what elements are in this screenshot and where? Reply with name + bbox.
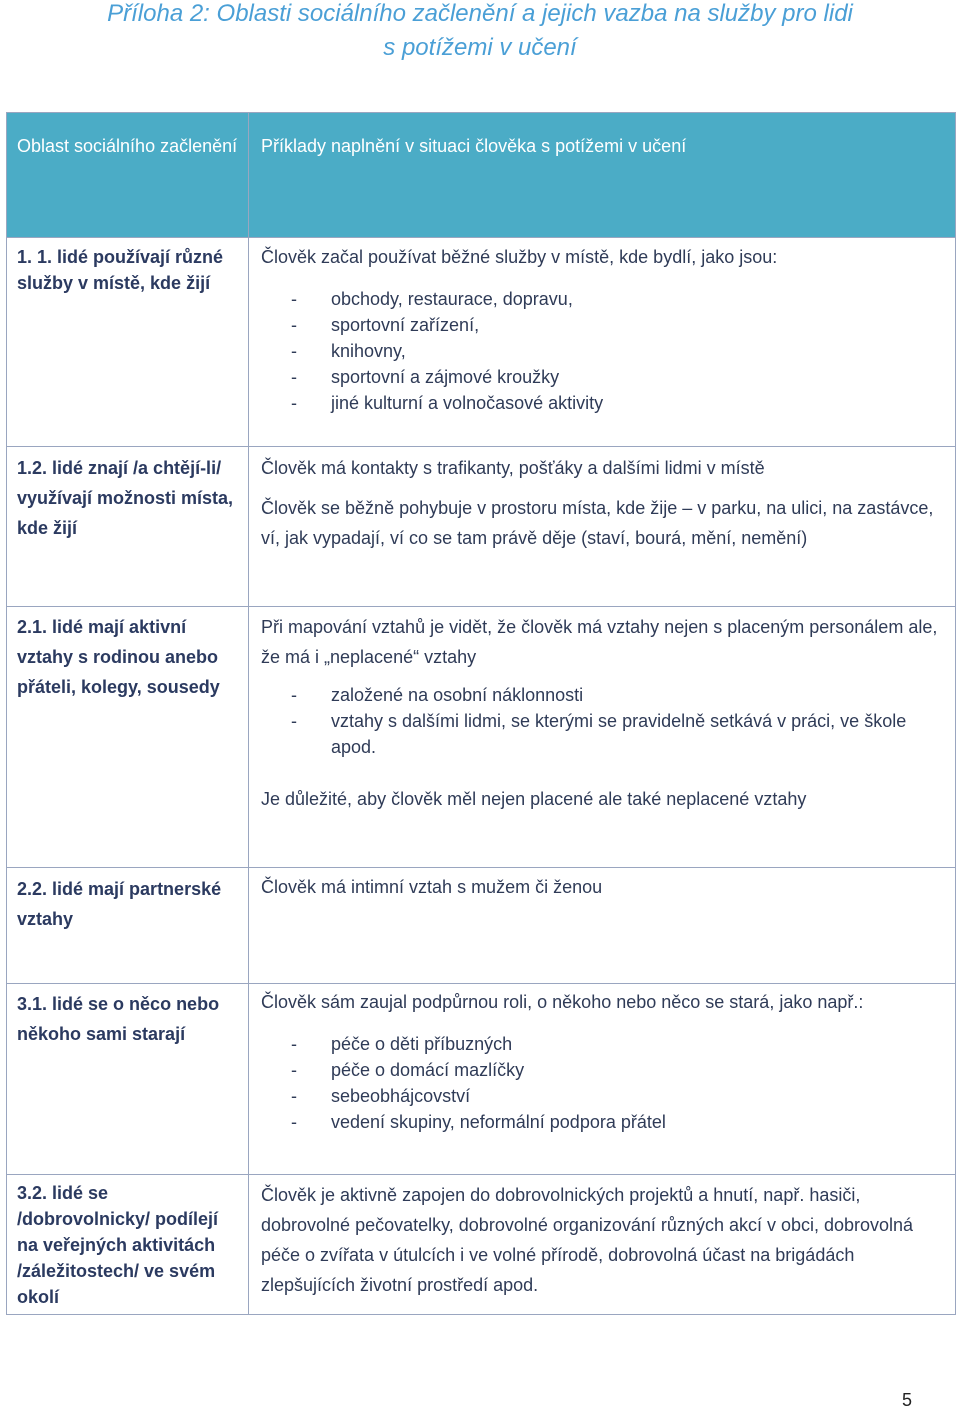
row-paragraph: Člověk má intimní vztah s mužem či ženou (261, 877, 603, 897)
list-item: - péče o děti příbuzných (261, 1031, 945, 1057)
list-item: - vedení skupiny, neformální podpora přátel (261, 1109, 945, 1135)
row-area-label: 1. 1. lidé používají různé služby v místě, kde žijí (17, 247, 224, 293)
row-list (261, 682, 945, 760)
row-area-label: 2.2. lidé mají partnerské vztahy (17, 879, 222, 929)
row-area-label: 3.1. lidé se o něco nebo někoho sami starají (17, 994, 220, 1044)
list-item: - obchody, restaurace, dopravu, (261, 286, 945, 312)
list-item: - sportovní a zájmové kroužky (261, 364, 945, 390)
list-item: - péče o domácí mazlíčky (261, 1057, 945, 1083)
title-line-2: s potížemi v učení (383, 34, 577, 61)
row-area-label: 1.2. lidé znají /a chtějí-li/ využívají možnosti místa, kde žijí (17, 458, 234, 538)
table-row (7, 1175, 956, 1315)
row-paragraph: Člověk je aktivně zapojen do dobrovolnických projektů a hnutí, např. hasiči, dobrovolné pečovatelky, dobrovolné organizování různých akcí v obci, dobrovolná péče o zvířata v útulcích i ve volné přírodě, dobrovolná účast na brigádách zlepšujících životní prostředí apod. (261, 1185, 914, 1295)
row-intro: Při mapování vztahů je vidět, že člověk má vztahy nejen s placeným personálem ale, že má i „neplacené“ vztahy (261, 617, 938, 667)
table-row (7, 447, 956, 607)
row-area-label: 2.1. lidé mají aktivní vztahy s rodinou anebo přáteli, kolegy, sousedy (17, 617, 220, 697)
table-row (7, 868, 956, 984)
header-area: Oblast sociálního začlenění (17, 136, 238, 156)
inclusion-areas-table (6, 112, 956, 1315)
row-list (261, 286, 945, 416)
list-item: - jiné kulturní a volnočasové aktivity (261, 390, 945, 416)
row-area-label: 3.2. lidé se /dobrovolnicky/ podílejí na veřejných aktivitách /záležitostech/ ve svém okolí (17, 1183, 219, 1307)
row-paragraph: Člověk má kontakty s trafikanty, pošťáky a dalšími lidmi v místě (261, 458, 765, 478)
row-list (261, 1031, 945, 1135)
list-item: - vztahy s dalšími lidmi, se kterými se pravidelně setkává v práci, ve škole apod. (261, 708, 945, 760)
table-row (7, 984, 956, 1175)
row-intro: Člověk sám zaujal podpůrnou roli, o někoho nebo něco se stará, jako např.: (261, 992, 864, 1012)
table-row (7, 238, 956, 447)
table-header-row (7, 113, 956, 238)
list-item: - knihovny, (261, 338, 945, 364)
list-item: - sportovní zařízení, (261, 312, 945, 338)
row-intro: Člověk začal používat běžné služby v místě, kde bydlí, jako jsou: (261, 247, 778, 267)
list-item: - sebeobhájcovství (261, 1083, 945, 1109)
title-line-1: Příloha 2: Oblasti sociálního začlenění a jejich vazba na služby pro lidi (107, 0, 853, 27)
row-note: Je důležité, aby člověk měl nejen placené ale také neplacené vztahy (261, 789, 807, 809)
list-item: - založené na osobní náklonnosti (261, 682, 945, 708)
header-examples: Příklady naplnění v situaci člověka s potížemi v učení (261, 136, 687, 156)
page-number: 5 (901, 1390, 912, 1410)
table-row (7, 607, 956, 868)
row-paragraph: Člověk se běžně pohybuje v prostoru místa, kde žije – v parku, na ulici, na zastávce, ví, jak vypadají, ví co se tam právě děje (staví, bourá, mění, nemění) (261, 498, 934, 548)
